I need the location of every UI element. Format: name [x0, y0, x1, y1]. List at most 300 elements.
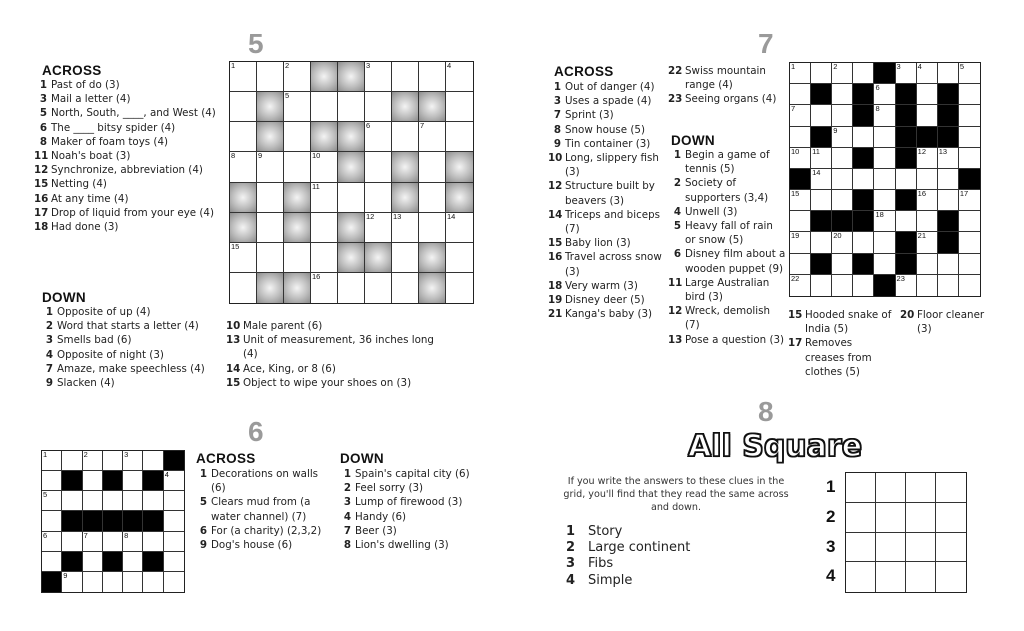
- cell-number: 4: [447, 61, 452, 70]
- grid-cell[interactable]: [311, 183, 338, 213]
- grid-cell[interactable]: [62, 532, 82, 552]
- grid-cell[interactable]: [790, 63, 811, 84]
- grid-cell[interactable]: [284, 243, 311, 273]
- grid-cell[interactable]: [876, 562, 906, 592]
- clue-number: 11: [34, 150, 49, 163]
- grid-block: [811, 254, 832, 275]
- grid-cell[interactable]: [846, 562, 876, 592]
- clue-item: [548, 137, 666, 151]
- grid-cell[interactable]: [936, 533, 966, 563]
- grid-cell[interactable]: [832, 232, 853, 253]
- clue-number: 4: [343, 510, 351, 523]
- grid-cell[interactable]: [853, 169, 874, 190]
- grid-cell[interactable]: [832, 84, 853, 105]
- cell-number: 9: [258, 151, 263, 161]
- puzzle-8-grid[interactable]: [845, 472, 967, 593]
- grid-cell[interactable]: [896, 275, 917, 296]
- grid-cell[interactable]: [143, 532, 163, 552]
- grid-cell[interactable]: [874, 232, 895, 253]
- grid-cell[interactable]: [103, 572, 123, 592]
- grid-cell[interactable]: [392, 213, 419, 243]
- grid-cell[interactable]: [938, 63, 959, 84]
- grid-cell[interactable]: [338, 152, 365, 182]
- grid-block: [874, 275, 895, 296]
- grid-cell[interactable]: [790, 105, 811, 126]
- clue-number: 21: [548, 308, 563, 321]
- puzzle-6-grid[interactable]: [41, 450, 185, 593]
- grid-cell[interactable]: [311, 152, 338, 182]
- clue-item: [226, 362, 448, 376]
- grid-block: [874, 63, 895, 84]
- grid-cell[interactable]: [284, 62, 311, 92]
- grid-cell[interactable]: [365, 122, 392, 152]
- grid-cell[interactable]: [832, 275, 853, 296]
- grid-cell[interactable]: [392, 62, 419, 92]
- grid-cell[interactable]: [959, 211, 980, 232]
- grid-cell[interactable]: [123, 451, 143, 471]
- grid-cell[interactable]: [143, 491, 163, 511]
- clue-text: Ace, King, or 8 (6): [243, 362, 336, 375]
- grid-block: [853, 105, 874, 126]
- grid-block: [83, 511, 103, 531]
- clue-text: Triceps and biceps (7): [565, 208, 660, 236]
- cell-number: 3: [366, 61, 371, 70]
- grid-cell[interactable]: [790, 127, 811, 148]
- grid-cell[interactable]: [392, 273, 419, 303]
- grid-cell[interactable]: [123, 552, 143, 572]
- grid-cell[interactable]: [874, 190, 895, 211]
- grid-cell[interactable]: [284, 213, 311, 243]
- grid-cell[interactable]: [365, 152, 392, 182]
- grid-cell[interactable]: [917, 63, 938, 84]
- clue-number: 6: [199, 524, 207, 537]
- grid-cell[interactable]: [917, 105, 938, 126]
- puzzle-6-down-heading: DOWN: [340, 451, 384, 466]
- grid-cell[interactable]: [419, 152, 446, 182]
- grid-cell[interactable]: [284, 273, 311, 303]
- clue-number: 2: [673, 177, 681, 190]
- grid-cell[interactable]: [419, 122, 446, 152]
- puzzle-7-down-clues-right: [900, 308, 990, 336]
- grid-cell[interactable]: [959, 190, 980, 211]
- grid-cell[interactable]: [311, 213, 338, 243]
- grid-cell[interactable]: [446, 92, 473, 122]
- puzzle-6-number: 6: [248, 416, 264, 447]
- grid-cell[interactable]: [311, 122, 338, 152]
- grid-cell[interactable]: [284, 122, 311, 152]
- grid-cell[interactable]: [230, 122, 257, 152]
- grid-cell[interactable]: [446, 122, 473, 152]
- grid-cell[interactable]: [959, 148, 980, 169]
- grid-cell[interactable]: [230, 183, 257, 213]
- grid-block: [62, 511, 82, 531]
- grid-cell[interactable]: [446, 152, 473, 182]
- grid-cell[interactable]: [83, 451, 103, 471]
- grid-cell[interactable]: [338, 183, 365, 213]
- grid-cell[interactable]: [392, 243, 419, 273]
- grid-cell[interactable]: [874, 254, 895, 275]
- grid-cell[interactable]: [83, 532, 103, 552]
- cell-number: 16: [312, 271, 321, 281]
- grid-cell[interactable]: [392, 183, 419, 213]
- grid-cell[interactable]: [811, 148, 832, 169]
- grid-cell[interactable]: [365, 62, 392, 92]
- grid-cell[interactable]: [257, 183, 284, 213]
- puzzle-7-across-heading: ACROSS: [554, 64, 614, 79]
- grid-cell[interactable]: [938, 254, 959, 275]
- grid-cell[interactable]: [832, 148, 853, 169]
- grid-cell[interactable]: [311, 62, 338, 92]
- grid-cell[interactable]: [876, 473, 906, 503]
- grid-cell[interactable]: [896, 169, 917, 190]
- grid-cell[interactable]: [83, 552, 103, 572]
- grid-cell[interactable]: [790, 275, 811, 296]
- grid-cell[interactable]: [42, 511, 62, 531]
- clue-text: Male parent (6): [243, 320, 323, 332]
- grid-cell[interactable]: [42, 451, 62, 471]
- clue-text: Beer (3): [355, 524, 397, 537]
- grid-cell[interactable]: [917, 190, 938, 211]
- grid-cell[interactable]: [164, 511, 184, 531]
- clue-text: Mail a letter (4): [51, 93, 131, 106]
- clue-item: [548, 123, 666, 137]
- grid-cell[interactable]: [42, 471, 62, 491]
- grid-cell[interactable]: [906, 503, 936, 533]
- grid-cell[interactable]: [853, 232, 874, 253]
- grid-cell[interactable]: [959, 84, 980, 105]
- clue-number: 12: [34, 164, 49, 177]
- clue-number: 5: [39, 107, 47, 120]
- grid-cell[interactable]: [83, 491, 103, 511]
- grid-cell[interactable]: [62, 491, 82, 511]
- clue-item: [34, 121, 222, 135]
- grid-cell[interactable]: [123, 491, 143, 511]
- clue-item: [668, 219, 786, 247]
- clue-text: Smells bad (6): [57, 334, 132, 347]
- grid-cell[interactable]: [143, 451, 163, 471]
- grid-cell[interactable]: [257, 152, 284, 182]
- grid-cell[interactable]: [811, 169, 832, 190]
- clue-text: Kanga's baby (3): [565, 308, 653, 321]
- grid-cell[interactable]: [311, 273, 338, 303]
- clue-text: Netting (4): [51, 178, 107, 191]
- grid-cell[interactable]: [143, 572, 163, 592]
- cell-number: 16: [917, 189, 926, 199]
- cell-number: 5: [43, 490, 48, 500]
- grid-cell[interactable]: [392, 92, 419, 122]
- puzzle-5-down-heading: DOWN: [42, 290, 86, 305]
- grid-cell[interactable]: [846, 473, 876, 503]
- clue-item: [788, 308, 893, 336]
- grid-cell[interactable]: [811, 190, 832, 211]
- grid-cell[interactable]: [257, 92, 284, 122]
- grid-cell[interactable]: [338, 213, 365, 243]
- grid-cell[interactable]: [896, 63, 917, 84]
- grid-cell[interactable]: [874, 148, 895, 169]
- grid-cell[interactable]: [257, 213, 284, 243]
- clue-number: 14: [548, 208, 563, 221]
- clue-number: 14: [226, 362, 241, 375]
- grid-cell[interactable]: [365, 243, 392, 273]
- grid-block: [811, 127, 832, 148]
- grid-cell[interactable]: [164, 532, 184, 552]
- grid-cell[interactable]: [446, 273, 473, 303]
- grid-cell[interactable]: [284, 92, 311, 122]
- grid-cell[interactable]: [446, 243, 473, 273]
- grid-cell[interactable]: [419, 243, 446, 273]
- clue-number: 16: [34, 192, 49, 205]
- grid-cell[interactable]: [811, 105, 832, 126]
- grid-cell[interactable]: [123, 532, 143, 552]
- clue-number: 15: [548, 237, 563, 250]
- grid-cell[interactable]: [832, 127, 853, 148]
- grid-cell[interactable]: [876, 503, 906, 533]
- grid-cell[interactable]: [811, 275, 832, 296]
- grid-cell[interactable]: [906, 473, 936, 503]
- grid-cell[interactable]: [832, 63, 853, 84]
- cell-number: 8: [231, 151, 236, 161]
- grid-cell[interactable]: [419, 213, 446, 243]
- grid-cell[interactable]: [832, 105, 853, 126]
- grid-block: [938, 211, 959, 232]
- grid-cell[interactable]: [959, 275, 980, 296]
- grid-cell[interactable]: [311, 92, 338, 122]
- grid-cell[interactable]: [338, 62, 365, 92]
- clue-number: 5: [673, 220, 681, 233]
- puzzle-7-grid[interactable]: [789, 62, 981, 297]
- grid-cell[interactable]: [874, 105, 895, 126]
- grid-cell[interactable]: [832, 254, 853, 275]
- grid-cell[interactable]: [42, 532, 62, 552]
- grid-cell[interactable]: [257, 273, 284, 303]
- clue-number: 9: [45, 377, 53, 390]
- grid-cell[interactable]: [419, 92, 446, 122]
- grid-cell[interactable]: [938, 148, 959, 169]
- clue-item: [34, 177, 222, 191]
- grid-cell[interactable]: [874, 169, 895, 190]
- grid-cell[interactable]: [103, 532, 123, 552]
- grid-cell[interactable]: [790, 254, 811, 275]
- grid-cell[interactable]: [62, 451, 82, 471]
- cell-number: 18: [875, 210, 884, 220]
- grid-cell[interactable]: [103, 491, 123, 511]
- grid-cell[interactable]: [446, 183, 473, 213]
- grid-cell[interactable]: [853, 275, 874, 296]
- clue-number: 15: [34, 178, 49, 191]
- grid-cell[interactable]: [419, 273, 446, 303]
- grid-block: [832, 211, 853, 232]
- grid-cell[interactable]: [906, 533, 936, 563]
- grid-cell[interactable]: [917, 254, 938, 275]
- grid-cell[interactable]: [164, 491, 184, 511]
- grid-cell[interactable]: [790, 232, 811, 253]
- grid-cell[interactable]: [338, 273, 365, 303]
- grid-cell[interactable]: [230, 152, 257, 182]
- cell-number: 6: [43, 530, 48, 540]
- clue-number: 3: [45, 334, 53, 347]
- cell-number: 12: [366, 211, 375, 221]
- clue-item: [34, 106, 222, 120]
- clue-item: [548, 279, 666, 293]
- grid-cell[interactable]: [365, 92, 392, 122]
- puzzle-5-number: 5: [248, 28, 264, 59]
- cell-number: 13: [938, 146, 948, 156]
- clue-item: [196, 495, 331, 523]
- clue-item: [668, 92, 786, 106]
- grid-cell[interactable]: [938, 275, 959, 296]
- grid-cell[interactable]: [257, 62, 284, 92]
- grid-cell[interactable]: [164, 552, 184, 572]
- puzzle-8-intro: If you write the answers to these clues in the grid, you'll find that they read the same across and down.: [563, 476, 789, 513]
- grid-cell[interactable]: [959, 127, 980, 148]
- clue-text: Swiss mountain range (4): [685, 65, 766, 92]
- clue-item: [668, 333, 786, 347]
- clue-number: 22: [668, 65, 683, 77]
- grid-cell[interactable]: [446, 62, 473, 92]
- grid-cell[interactable]: [42, 491, 62, 511]
- grid-cell[interactable]: [103, 451, 123, 471]
- row-label: 1: [826, 477, 836, 496]
- grid-cell[interactable]: [917, 211, 938, 232]
- cell-number: 4: [917, 62, 922, 71]
- grid-cell[interactable]: [338, 243, 365, 273]
- clue-item: [548, 108, 666, 122]
- cell-number: 1: [231, 61, 236, 70]
- grid-cell[interactable]: [938, 169, 959, 190]
- grid-cell[interactable]: [959, 232, 980, 253]
- clue-item: [42, 362, 227, 376]
- clue-number: 17: [788, 337, 803, 350]
- grid-cell[interactable]: [790, 211, 811, 232]
- grid-cell[interactable]: [257, 243, 284, 273]
- grid-cell[interactable]: [874, 127, 895, 148]
- grid-cell[interactable]: [938, 190, 959, 211]
- grid-cell[interactable]: [230, 62, 257, 92]
- grid-cell[interactable]: [874, 84, 895, 105]
- grid-cell[interactable]: [876, 533, 906, 563]
- puzzle-7-across-clues-right: [668, 64, 786, 107]
- grid-cell[interactable]: [832, 190, 853, 211]
- grid-cell[interactable]: [257, 122, 284, 152]
- row-label: 3: [826, 536, 836, 556]
- puzzle-5-grid[interactable]: [229, 61, 474, 304]
- clue-item: [548, 293, 666, 307]
- cell-number: 14: [447, 211, 456, 221]
- grid-cell[interactable]: [311, 243, 338, 273]
- grid-cell[interactable]: [338, 122, 365, 152]
- grid-cell[interactable]: [62, 572, 82, 592]
- grid-cell[interactable]: [338, 92, 365, 122]
- cell-number: 13: [393, 211, 402, 221]
- cell-number: 20: [833, 231, 842, 241]
- grid-cell[interactable]: [365, 273, 392, 303]
- grid-block: [938, 105, 959, 126]
- puzzle-6-across-heading: ACROSS: [196, 451, 256, 466]
- grid-cell[interactable]: [230, 273, 257, 303]
- clue-text: Disney film about a wooden puppet (9): [685, 248, 786, 275]
- cell-number: 12: [917, 146, 926, 156]
- grid-cell[interactable]: [284, 152, 311, 182]
- clue-number: 18: [548, 279, 563, 292]
- grid-cell[interactable]: [365, 183, 392, 213]
- grid-cell[interactable]: [853, 63, 874, 84]
- grid-cell[interactable]: [790, 84, 811, 105]
- grid-cell[interactable]: [164, 572, 184, 592]
- grid-cell[interactable]: [917, 232, 938, 253]
- grid-cell[interactable]: [392, 122, 419, 152]
- grid-cell[interactable]: [936, 562, 966, 592]
- grid-cell[interactable]: [83, 471, 103, 491]
- cell-number: 7: [420, 121, 425, 131]
- grid-cell[interactable]: [906, 562, 936, 592]
- clue-text: Tin container (3): [565, 137, 651, 150]
- grid-cell[interactable]: [419, 183, 446, 213]
- grid-cell[interactable]: [230, 92, 257, 122]
- grid-cell[interactable]: [446, 213, 473, 243]
- grid-cell[interactable]: [365, 213, 392, 243]
- grid-cell[interactable]: [419, 62, 446, 92]
- cell-number: 7: [83, 530, 88, 540]
- grid-cell[interactable]: [896, 211, 917, 232]
- grid-cell[interactable]: [917, 275, 938, 296]
- grid-cell[interactable]: [959, 254, 980, 275]
- grid-cell[interactable]: [917, 84, 938, 105]
- grid-cell[interactable]: [936, 503, 966, 533]
- grid-cell[interactable]: [42, 552, 62, 572]
- clue-item: [668, 176, 786, 204]
- cell-number: 21: [917, 231, 926, 241]
- grid-cell[interactable]: [874, 211, 895, 232]
- grid-cell[interactable]: [853, 127, 874, 148]
- clue-text: Unwell (3): [685, 205, 738, 218]
- clue-item: [548, 179, 666, 207]
- grid-cell[interactable]: [123, 471, 143, 491]
- grid-cell[interactable]: [790, 148, 811, 169]
- grid-cell[interactable]: [790, 190, 811, 211]
- grid-cell[interactable]: [811, 232, 832, 253]
- clue-number: 6: [673, 248, 681, 261]
- grid-cell[interactable]: [832, 169, 853, 190]
- grid-cell[interactable]: [230, 243, 257, 273]
- clue-item: [668, 304, 786, 332]
- grid-cell[interactable]: [959, 105, 980, 126]
- grid-cell[interactable]: [917, 169, 938, 190]
- grid-cell[interactable]: [123, 572, 143, 592]
- clue-text: Disney deer (5): [565, 294, 645, 307]
- grid-cell[interactable]: [846, 533, 876, 563]
- cell-number: 11: [812, 146, 820, 156]
- grid-cell[interactable]: [917, 148, 938, 169]
- clue-item: [226, 333, 448, 361]
- grid-cell[interactable]: [392, 152, 419, 182]
- cell-number: 9: [63, 570, 68, 580]
- grid-cell[interactable]: [959, 63, 980, 84]
- row-label: 4: [826, 566, 836, 586]
- grid-cell[interactable]: [936, 473, 966, 503]
- grid-cell[interactable]: [164, 471, 184, 491]
- grid-cell[interactable]: [811, 63, 832, 84]
- grid-cell[interactable]: [284, 183, 311, 213]
- clue-text: Past of do (3): [51, 79, 120, 91]
- clue-number: 3: [553, 95, 561, 108]
- grid-cell[interactable]: [846, 503, 876, 533]
- grid-cell[interactable]: [83, 572, 103, 592]
- grid-cell[interactable]: [230, 213, 257, 243]
- clue-number: 10: [226, 320, 241, 332]
- grid-block: [938, 84, 959, 105]
- clue-number: 7: [45, 362, 53, 375]
- cell-number: 11: [312, 181, 320, 191]
